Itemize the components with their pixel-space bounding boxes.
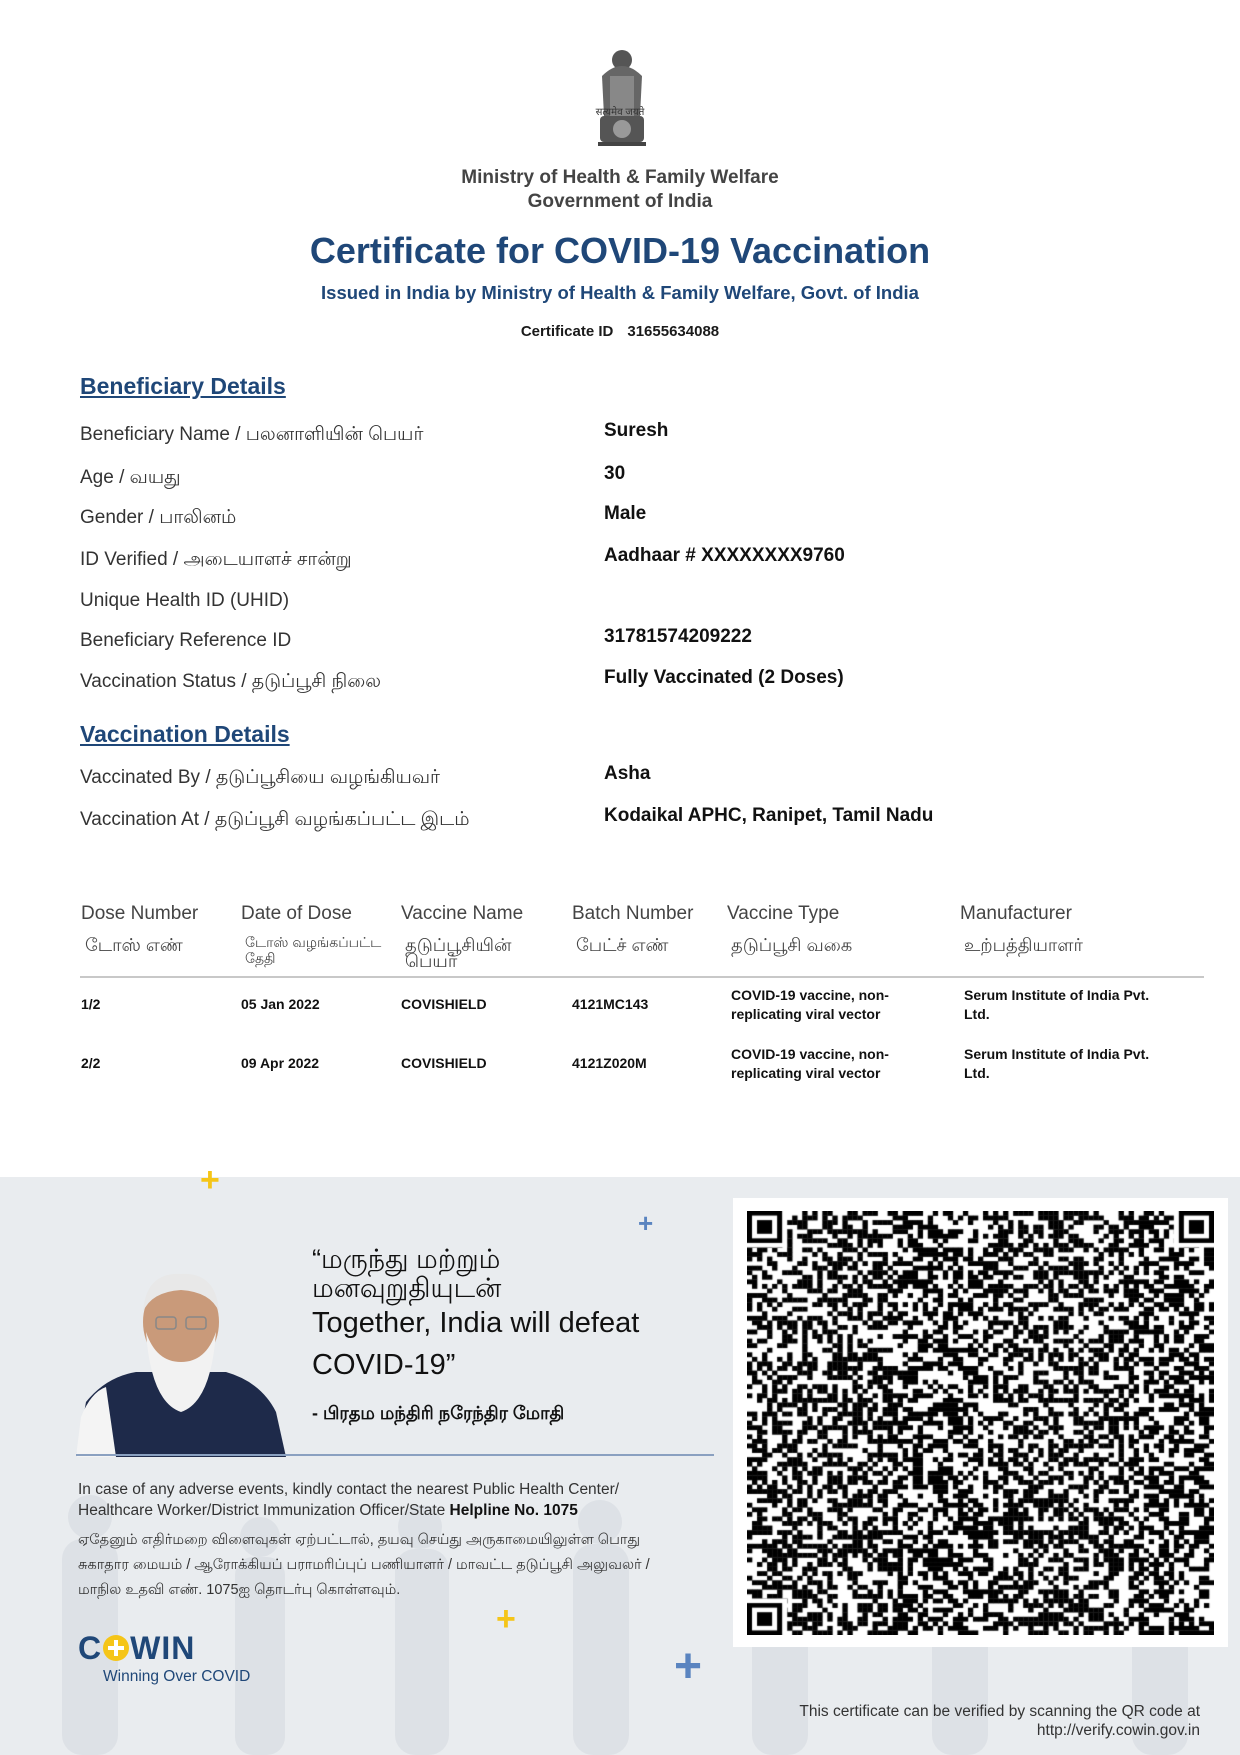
certificate-id-value: 31655634088	[627, 323, 720, 340]
detail-label: Unique Health ID (UHID)	[80, 590, 290, 611]
detail-label: Age / வயது	[80, 467, 181, 488]
plus-decoration-icon: +	[638, 1208, 654, 1238]
plus-circle-icon	[103, 1635, 129, 1661]
cowin-tagline: Winning Over COVID	[103, 1668, 251, 1685]
quote-tamil-line-1: “மருந்து மற்றும்	[312, 1244, 501, 1274]
emblem-motto: सत्यमेव जयते	[595, 107, 645, 118]
footer-divider	[76, 1454, 714, 1456]
table-cell: COVID-19 vaccine, non-replicating viral vector	[731, 1046, 889, 1081]
government-name: Government of India	[527, 191, 713, 212]
detail-value: Kodaikal APHC, Ranipet, Tamil Nadu	[604, 805, 934, 826]
column-header: Manufacturer	[960, 903, 1072, 924]
beneficiary-details-heading: Beneficiary Details	[80, 373, 286, 399]
detail-label: Vaccination At / தடுப்பூசி வழங்கப்பட்ட இடம்	[80, 809, 470, 830]
column-header-tamil: டோஸ் எண்	[85, 935, 183, 955]
detail-label: Gender / பாலினம்	[80, 507, 237, 528]
table-cell: 1/2	[81, 996, 101, 1012]
detail-value: Asha	[604, 763, 651, 784]
qr-code[interactable]	[733, 1198, 1228, 1647]
plus-decoration-icon: +	[200, 1161, 220, 1199]
ministry-name: Ministry of Health & Family Welfare	[461, 167, 779, 188]
column-header: Vaccine Type	[727, 903, 840, 924]
column-header-tamil: தடுப்பூசி வகை	[731, 935, 853, 955]
table-cell: Serum Institute of India Pvt. Ltd.	[964, 987, 1150, 1022]
certificate-id	[0, 323, 1240, 340]
adverse-events-note-tamil: ஏதேனும் எதிர்மறை விளைவுகள் ஏற்பட்டால், தயவு செய்து அருகாமையிலுள்ள பொது சுகாதார மையம் / ஆரோக்கியப் பராமரிப்புப் பணியாளர் / மாவட்ட தடுப்பூசி அலுவலர் / மாநில உதவி எண். 1075ஐ தொடர்பு கொள்ளவும்.	[78, 1532, 650, 1598]
detail-value: Aadhaar # XXXXXXXX9760	[604, 545, 845, 566]
column-header: Dose Number	[81, 903, 199, 924]
logo-text: WIN	[130, 1630, 196, 1666]
column-header: Batch Number	[572, 903, 694, 924]
issued-by: Issued in India by Ministry of Health & Family Welfare, Govt. of India	[321, 282, 919, 303]
detail-value: Suresh	[604, 420, 669, 441]
quote-attribution: - பிரதம மந்திரி நரேந்திர மோதி	[312, 1403, 565, 1423]
detail-value: 30	[604, 463, 626, 484]
plus-decoration-icon: +	[496, 1600, 516, 1638]
table-cell: 09 Apr 2022	[241, 1055, 320, 1071]
logo-letter: C	[78, 1630, 103, 1666]
table-divider	[80, 976, 1204, 978]
detail-label: Beneficiary Name / பலனாளியின் பெயர்	[80, 424, 424, 445]
qr-code-image[interactable]	[747, 1211, 1214, 1635]
quote-tamil-line-2: மனவுறுதியுடன்	[312, 1273, 502, 1303]
table-cell: 4121MC143	[572, 996, 649, 1012]
verify-url[interactable]: http://verify.cowin.gov.in	[1036, 1722, 1200, 1739]
column-header-tamil: டோஸ் வழங்கப்பட்ட தேதி	[245, 934, 382, 966]
column-header-tamil: பேட்ச் எண்	[576, 935, 669, 955]
table-cell: COVID-19 vaccine, non-replicating viral vector	[731, 987, 889, 1022]
verify-note: This certificate can be verified by scanning the QR code at	[799, 1703, 1200, 1720]
detail-label: Vaccinated By / தடுப்பூசியை வழங்கியவர்	[80, 767, 440, 788]
quote-english-line-1: Together, India will defeat	[312, 1307, 640, 1339]
column-header-tamil: உற்பத்தியாளர்	[964, 935, 1083, 955]
adverse-events-text: In case of any adverse events, kindly contact the nearest Public Health Center/ Healthcare Worker/District Immunization Officer/State	[78, 1481, 620, 1519]
detail-label: Beneficiary Reference ID	[80, 630, 292, 651]
prime-minister-photo	[76, 1262, 286, 1457]
detail-value: 31781574209222	[604, 626, 752, 647]
table-cell: 05 Jan 2022	[241, 996, 320, 1012]
adverse-events-note	[78, 1479, 678, 1521]
column-header-tamil: தடுப்பூசியின் பெயர்	[405, 935, 512, 971]
detail-value: Fully Vaccinated (2 Doses)	[604, 667, 844, 688]
detail-label: ID Verified / அடையாளச் சான்று	[80, 549, 352, 570]
column-header: Vaccine Name	[401, 903, 524, 924]
table-cell: Serum Institute of India Pvt. Ltd.	[964, 1046, 1150, 1081]
table-cell: COVISHIELD	[401, 996, 487, 1012]
table-cell: 4121Z020M	[572, 1055, 647, 1071]
detail-label: Vaccination Status / தடுப்பூசி நிலை	[80, 671, 381, 692]
plus-decoration-icon: +	[674, 1640, 703, 1693]
vaccination-details-heading: Vaccination Details	[80, 721, 290, 747]
table-cell: 2/2	[81, 1055, 101, 1071]
certificate-id-label: Certificate ID	[520, 323, 614, 340]
detail-value: Male	[604, 503, 647, 524]
column-header: Date of Dose	[241, 903, 352, 924]
table-cell: COVISHIELD	[401, 1055, 487, 1071]
helpline-number: Helpline No. 1075	[449, 1502, 578, 1519]
page-title: Certificate for COVID-19 Vaccination	[309, 230, 931, 271]
cowin-logo	[78, 1630, 195, 1667]
quote-english-line-2: COVID-19”	[312, 1349, 456, 1381]
